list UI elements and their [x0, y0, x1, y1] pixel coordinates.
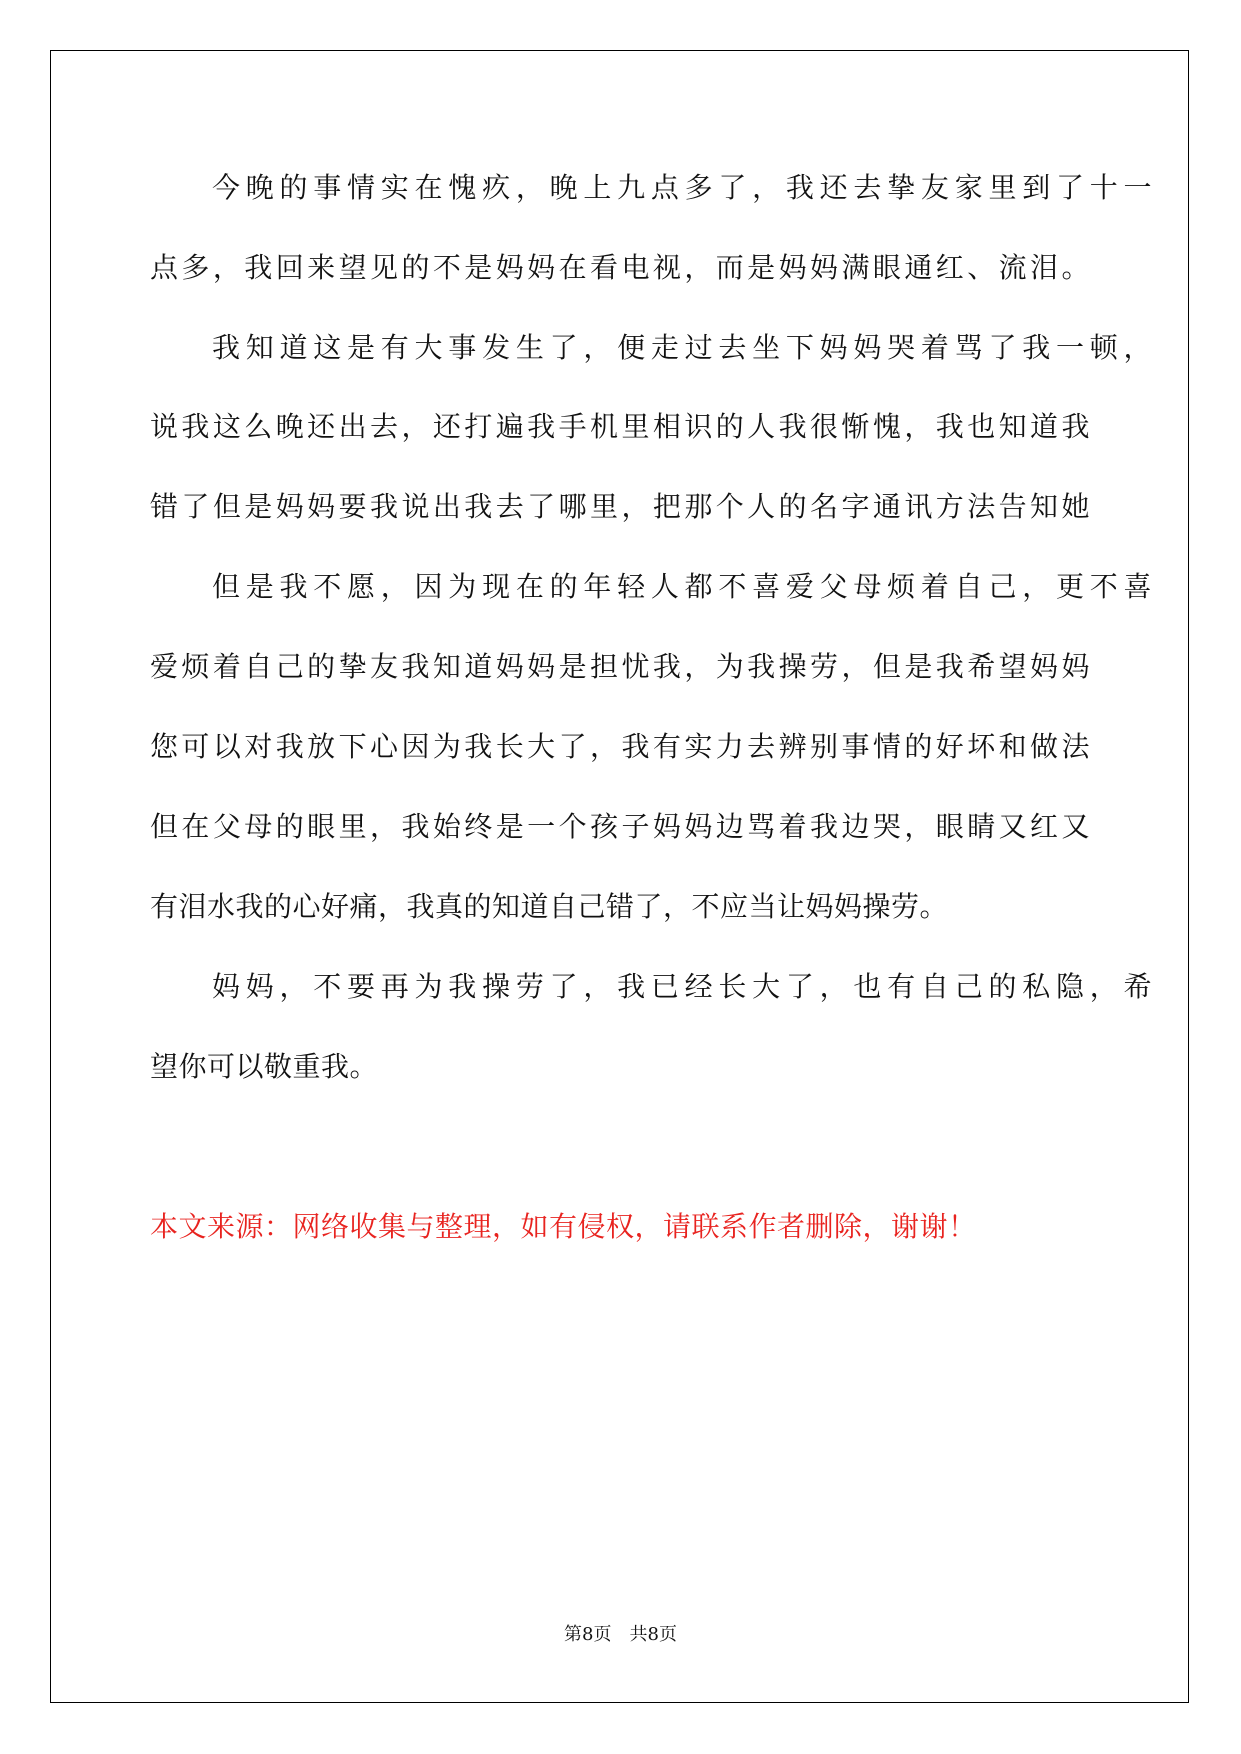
body-line-3: 我知道这是有大事发生了，便走过去坐下妈妈哭着骂了我一顿， — [212, 331, 1152, 364]
total-pages-label: 共8页 — [629, 1624, 677, 1645]
body-line-4: 说我这么晚还出去，还打遍我手机里相识的人我很惭愧，我也知道我 — [150, 410, 1090, 443]
body-line-6: 但是我不愿，因为现在的年轻人都不喜爱父母烦着自己，更不喜 — [212, 570, 1152, 603]
current-page-label: 第8页 — [564, 1624, 612, 1645]
body-line-2: 点多，我回来望见的不是妈妈在看电视，而是妈妈满眼通红、流泪。 — [150, 251, 1090, 284]
body-line-11: 妈妈，不要再为我操劳了，我已经长大了，也有自己的私隐，希 — [212, 970, 1152, 1003]
body-line-9: 但在父母的眼里，我始终是一个孩子妈妈边骂着我边哭，眼睛又红又 — [150, 810, 1090, 843]
page-border — [50, 50, 1189, 1703]
body-line-12: 望你可以敬重我。 — [150, 1050, 379, 1083]
body-line-8: 您可以对我放下心因为我长大了，我有实力去辨别事情的好坏和做法 — [150, 730, 1090, 763]
page-footer — [0, 1623, 1241, 1647]
source-notice: 本文来源：网络收集与整理，如有侵权，请联系作者删除，谢谢！ — [150, 1210, 977, 1243]
body-line-5: 错了但是妈妈要我说出我去了哪里，把那个人的名字通讯方法告知她 — [150, 490, 1090, 523]
body-line-7: 爱烦着自己的挚友我知道妈妈是担忧我，为我操劳，但是我希望妈妈 — [150, 650, 1090, 683]
body-line-1: 今晚的事情实在愧疚，晚上九点多了，我还去挚友家里到了十一 — [212, 171, 1152, 204]
body-line-10: 有泪水我的心好痛，我真的知道自己错了，不应当让妈妈操劳。 — [150, 890, 949, 923]
